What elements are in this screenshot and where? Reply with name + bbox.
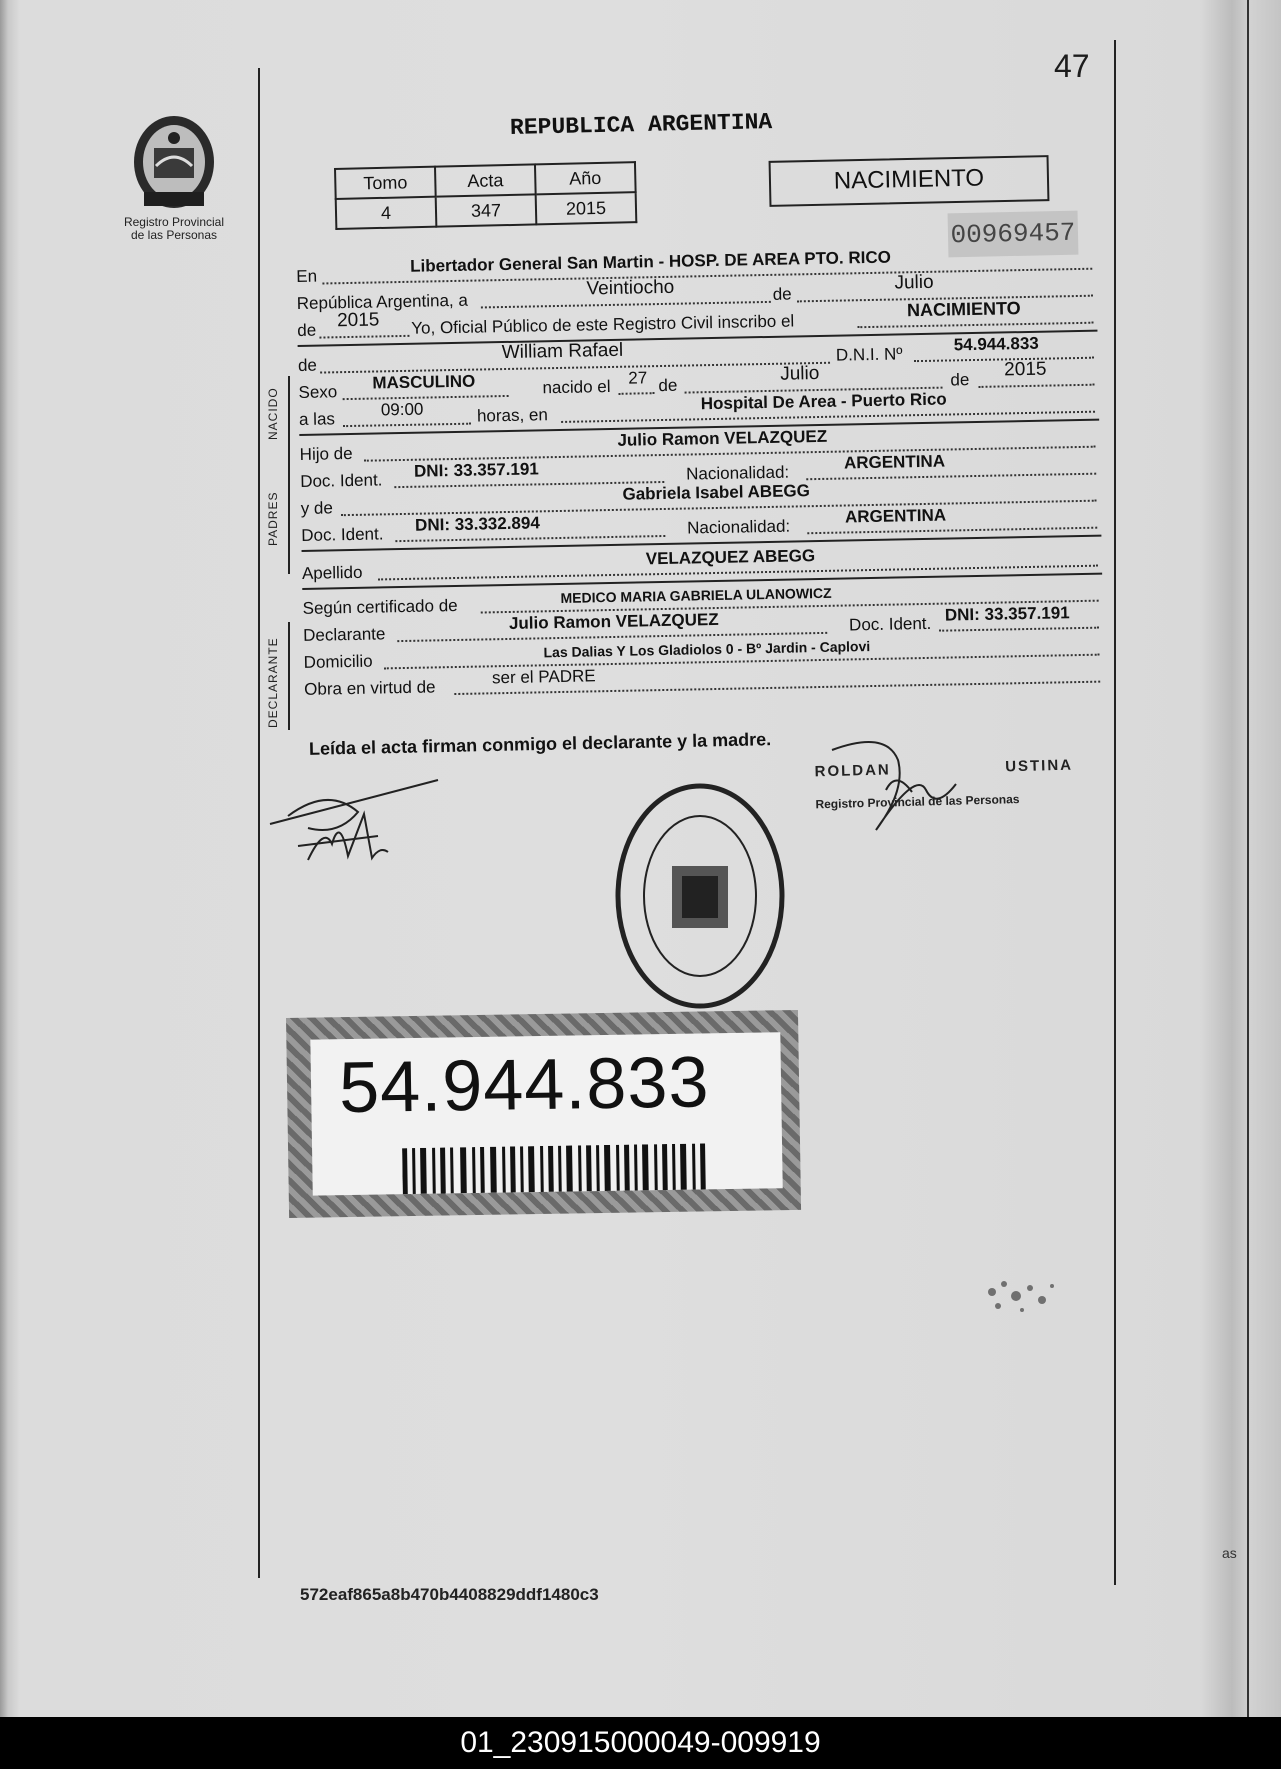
- surname-value: VELAZQUEZ ABEGG: [645, 546, 816, 569]
- y-de-label: y de: [300, 498, 334, 518]
- official-signer: [814, 757, 1074, 812]
- mother-doc-label: Doc. Ident.: [301, 524, 384, 545]
- father-nationality-value: ARGENTINA: [843, 451, 946, 473]
- registry-seal: [610, 780, 790, 1012]
- coat-of-arms-icon: [130, 108, 218, 212]
- acta-value: 347: [436, 194, 537, 226]
- place-value: Libertador General San Martin - HOSP. DE AREA PTO. RICO: [409, 247, 892, 276]
- dni-barcode-label: [286, 1010, 801, 1218]
- section-padres: [299, 425, 1101, 548]
- signer-office: Registro Provincial de las Personas: [815, 792, 1020, 812]
- horas-label: horas, en: [476, 405, 549, 426]
- birth-day-value: 27: [628, 368, 648, 388]
- birth-month-value: Julio: [780, 362, 820, 385]
- dni-label-number: 54.944.833: [338, 1042, 711, 1129]
- month-value: Julio: [894, 271, 934, 294]
- declarant-doc-label: Doc. Ident.: [848, 613, 932, 635]
- barcode-icon: [402, 1143, 713, 1194]
- mother-doc-value: DNI: 33.332.894: [414, 513, 540, 535]
- act-inscribed-value: NACIMIENTO: [906, 298, 1021, 321]
- file-id-footer: 01_230915000049-009919: [0, 1717, 1281, 1769]
- dni-label: D.N.I. Nº: [835, 344, 903, 365]
- en-label: En: [296, 266, 318, 286]
- mother-nationality-label: Nacionalidad:: [686, 516, 791, 538]
- left-margin-line: [258, 68, 260, 1578]
- child-name-value: William Rafael: [501, 339, 624, 364]
- father-name-value: Julio Ramon VELAZQUEZ: [617, 426, 828, 450]
- padres-section-label: PADRES: [266, 491, 280, 546]
- anio-header: Año: [535, 162, 636, 194]
- time-value: 09:00: [380, 399, 424, 420]
- section-declarante: [302, 579, 1104, 702]
- signer-name-2: USTINA: [1004, 756, 1074, 776]
- child-dni-value: 54.944.833: [953, 333, 1039, 355]
- declarant-signature: [268, 756, 448, 866]
- tomo-header: Tomo: [335, 167, 436, 199]
- address-value: Las Dalias Y Los Gladiolos 0 - Bº Jardin - Caplovi: [543, 638, 871, 661]
- certificate-value: MEDICO MARIA GABRIELA ULANOWICZ: [560, 584, 832, 606]
- father-doc-label: Doc. Ident.: [300, 470, 383, 491]
- oficial-text: Yo, Oficial Público de este Registro Civil inscribo el: [411, 311, 795, 338]
- logo-caption-2: de las Personas: [130, 228, 218, 242]
- page-number: 47: [1054, 48, 1090, 84]
- segun-label: Según certificado de: [302, 595, 458, 618]
- province-logo: [114, 108, 234, 242]
- logo-caption-1: Registro Provincial: [123, 215, 225, 229]
- father-nationality-label: Nacionalidad:: [685, 462, 790, 484]
- margin-text: as: [1222, 1545, 1237, 1561]
- closing-statement: Leída el acta firman conmigo el declarante y la madre.: [308, 729, 772, 759]
- sexo-label: Sexo: [298, 382, 338, 402]
- right-margin-line: [1114, 40, 1116, 1585]
- a-las-label: a las: [298, 409, 336, 429]
- de-label-2: de: [658, 375, 678, 396]
- year-prefix-label: de: [297, 320, 317, 340]
- mother-name-value: Gabriela Isabel ABEGG: [622, 481, 811, 504]
- birth-certificate-form: [296, 247, 1104, 702]
- birth-year-value: 2015: [1004, 358, 1047, 381]
- mother-nationality-value: ARGENTINA: [844, 505, 947, 527]
- hijo-de-label: Hijo de: [299, 443, 353, 464]
- year-value: 2015: [336, 309, 380, 332]
- domicilio-label: Domicilio: [303, 651, 373, 672]
- nacido-de-label: de: [297, 355, 318, 375]
- declarant-doc-value: DNI: 33.357.191: [944, 603, 1070, 625]
- birth-place-value: Hospital De Area - Puerto Rico: [700, 389, 947, 414]
- republica-label: República Argentina, a: [296, 290, 469, 313]
- act-type-box: NACIMIENTO: [769, 155, 1050, 207]
- tomo-value: 4: [336, 197, 437, 229]
- signer-name-1: ROLDAN: [814, 761, 892, 781]
- sex-value: MASCULINO: [372, 371, 476, 393]
- serial-number: 00969457: [948, 211, 1079, 258]
- document-title: REPUBLICA ARGENTINA: [509, 109, 773, 141]
- page-edge-line: [1247, 0, 1249, 1717]
- apellido-label: Apellido: [301, 562, 363, 583]
- ink-smudge: [972, 1262, 1082, 1322]
- father-doc-value: DNI: 33.357.191: [413, 459, 539, 481]
- nacido-el-label: nacido el: [542, 376, 611, 398]
- basis-value: ser el PADRE: [491, 666, 596, 688]
- document-hash: 572eaf865a8b470b4408829ddf1480c3: [300, 1585, 599, 1604]
- obra-label: Obra en virtud de: [304, 677, 436, 699]
- de-label: de: [772, 284, 792, 304]
- acta-header: Acta: [435, 164, 536, 196]
- anio-value: 2015: [536, 192, 637, 224]
- section-nacido: [297, 333, 1099, 432]
- registry-table: [334, 161, 637, 230]
- declarant-value: Julio Ramon VELAZQUEZ: [508, 609, 719, 633]
- declarante-section-label: DECLARANTE: [266, 637, 280, 728]
- nacido-section-label: NACIDO: [266, 387, 280, 440]
- day-words-value: Veintiocho: [586, 276, 675, 300]
- de-label-3: de: [950, 370, 970, 390]
- declarante-label: Declarante: [302, 624, 386, 645]
